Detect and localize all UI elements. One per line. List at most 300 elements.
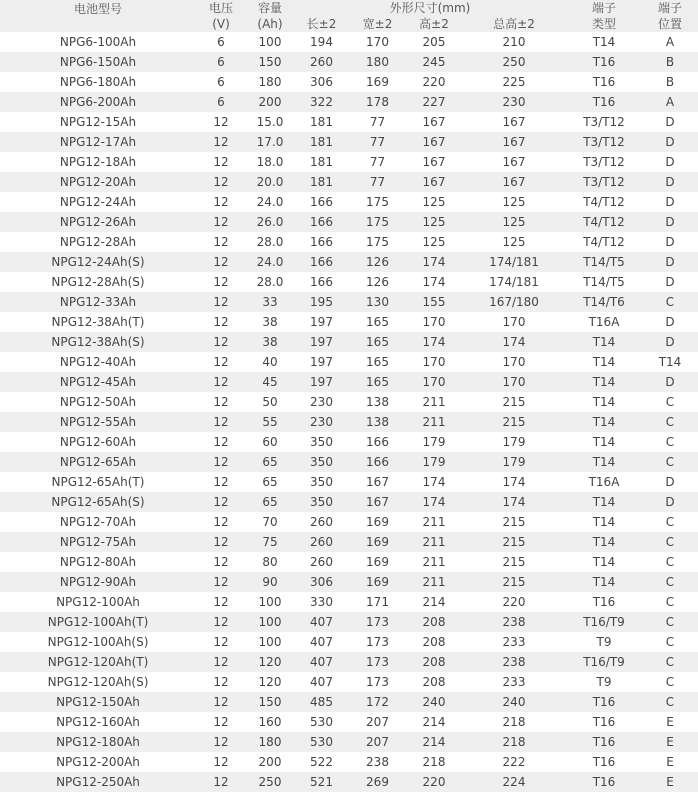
cell-height: 125 (422, 215, 446, 229)
table-row (0, 452, 698, 472)
cell-length: 260 (310, 535, 333, 549)
cell-model: NPG12-70Ah (59, 515, 137, 529)
cell-length: 181 (310, 135, 333, 149)
cell-terminal-position: D (665, 115, 675, 129)
cell-width: 165 (366, 335, 389, 349)
cell-voltage: 12 (213, 515, 229, 529)
table-row (0, 72, 698, 92)
cell-terminal-position: C (665, 655, 675, 669)
cell-voltage: 12 (213, 775, 229, 789)
cell-voltage: 12 (213, 395, 229, 409)
table-row (0, 592, 698, 612)
cell-terminal-type: T14 (592, 455, 616, 469)
cell-height: 167 (422, 155, 446, 169)
table-row (0, 492, 698, 512)
cell-length: 166 (310, 195, 333, 209)
table-body (0, 32, 698, 792)
cell-total-height: 238 (502, 615, 526, 629)
cell-width: 138 (366, 395, 389, 409)
table-row (0, 772, 698, 792)
cell-model: NPG12-45Ah (59, 375, 137, 389)
cell-capacity: 150 (258, 55, 282, 69)
header-total-height: 总高±2 (462, 16, 566, 32)
header-dimensions-group: 外形尺寸(mm) (294, 0, 566, 16)
cell-length: 260 (310, 55, 333, 69)
cell-terminal-type: T4/T12 (583, 235, 625, 249)
cell-terminal-type: T4/T12 (583, 195, 625, 209)
cell-voltage: 12 (213, 635, 229, 649)
cell-terminal-position: C (665, 695, 675, 709)
cell-model: NPG6-150Ah (59, 55, 137, 69)
cell-terminal-type: T14 (592, 435, 616, 449)
cell-width: 165 (366, 375, 389, 389)
cell-terminal-position: D (665, 135, 675, 149)
cell-total-height: 238 (502, 655, 526, 669)
header-length: 长±2 (294, 16, 349, 32)
cell-total-height: 170 (502, 315, 526, 329)
cell-model: NPG12-38Ah(S) (51, 335, 145, 349)
cell-voltage: 12 (213, 575, 229, 589)
cell-length: 197 (310, 355, 333, 369)
cell-terminal-type: T16 (592, 735, 616, 749)
table-row (0, 712, 698, 732)
cell-terminal-position: C (665, 295, 675, 309)
cell-height: 214 (422, 595, 446, 609)
table-row (0, 112, 698, 132)
cell-total-height: 233 (502, 635, 526, 649)
cell-capacity: 100 (258, 595, 282, 609)
cell-total-height: 167 (502, 155, 526, 169)
cell-height: 155 (422, 295, 446, 309)
cell-capacity: 180 (258, 735, 282, 749)
cell-width: 173 (366, 615, 389, 629)
cell-length: 195 (310, 295, 333, 309)
cell-length: 350 (310, 455, 333, 469)
cell-width: 77 (369, 155, 386, 169)
cell-total-height: 167 (502, 135, 526, 149)
cell-voltage: 12 (213, 315, 229, 329)
cell-total-height: 174/181 (489, 255, 539, 269)
cell-capacity: 120 (258, 675, 282, 689)
cell-terminal-type: T16 (592, 715, 616, 729)
cell-height: 170 (422, 315, 446, 329)
cell-terminal-type: T14/T5 (583, 275, 625, 289)
cell-total-height: 215 (502, 415, 526, 429)
table-row (0, 732, 698, 752)
table-row (0, 32, 698, 52)
cell-height: 245 (422, 55, 446, 69)
cell-total-height: 167 (502, 175, 526, 189)
cell-terminal-type: T16/T9 (583, 615, 625, 629)
header-terminal-pos-label: 端子 (642, 0, 698, 16)
cell-total-height: 167 (502, 115, 526, 129)
cell-voltage: 12 (213, 535, 229, 549)
cell-height: 179 (422, 455, 446, 469)
cell-capacity: 26.0 (256, 215, 284, 229)
cell-height: 174 (422, 335, 446, 349)
cell-voltage: 12 (213, 695, 229, 709)
cell-terminal-type: T16 (592, 755, 616, 769)
cell-voltage: 12 (213, 495, 229, 509)
cell-capacity: 50 (262, 395, 278, 409)
cell-length: 407 (310, 635, 333, 649)
cell-width: 165 (366, 315, 389, 329)
cell-capacity: 20.0 (256, 175, 284, 189)
cell-terminal-position: D (665, 375, 675, 389)
table-row (0, 252, 698, 272)
cell-width: 77 (369, 175, 386, 189)
table-row (0, 412, 698, 432)
cell-length: 407 (310, 615, 333, 629)
cell-height: 227 (422, 95, 446, 109)
cell-terminal-position: E (666, 755, 674, 769)
table-header (0, 0, 698, 32)
cell-terminal-position: D (665, 235, 675, 249)
cell-terminal-type: T9 (596, 635, 612, 649)
cell-length: 485 (310, 695, 333, 709)
cell-length: 166 (310, 255, 333, 269)
cell-width: 165 (366, 355, 389, 369)
cell-terminal-position: T14 (658, 355, 682, 369)
cell-width: 126 (366, 255, 389, 269)
cell-terminal-type: T14 (592, 35, 616, 49)
cell-voltage: 12 (213, 135, 229, 149)
cell-height: 218 (422, 755, 446, 769)
cell-terminal-type: T14 (592, 515, 616, 529)
cell-voltage: 12 (213, 435, 229, 449)
cell-terminal-position: E (666, 775, 674, 789)
cell-length: 521 (310, 775, 333, 789)
cell-length: 322 (310, 95, 333, 109)
table-row (0, 572, 698, 592)
cell-capacity: 75 (262, 535, 278, 549)
table-row (0, 652, 698, 672)
cell-voltage: 12 (213, 475, 229, 489)
table-row (0, 332, 698, 352)
cell-width: 169 (366, 555, 389, 569)
cell-model: NPG12-17Ah (59, 135, 137, 149)
cell-model: NPG12-100Ah(S) (47, 635, 149, 649)
cell-width: 169 (366, 575, 389, 589)
cell-height: 179 (422, 435, 446, 449)
cell-model: NPG6-180Ah (59, 75, 137, 89)
cell-total-height: 218 (502, 735, 526, 749)
cell-height: 167 (422, 115, 446, 129)
cell-terminal-type: T16 (592, 55, 616, 69)
cell-model: NPG12-33Ah (59, 295, 137, 309)
cell-model: NPG12-250Ah (56, 775, 140, 789)
cell-length: 407 (310, 675, 333, 689)
cell-width: 166 (366, 435, 389, 449)
cell-terminal-position: D (665, 215, 675, 229)
cell-terminal-position: D (665, 175, 675, 189)
table-row (0, 152, 698, 172)
cell-terminal-type: T16A (588, 475, 620, 489)
table-row (0, 352, 698, 372)
table-row (0, 92, 698, 112)
cell-voltage: 6 (217, 95, 225, 109)
cell-height: 125 (422, 195, 446, 209)
cell-terminal-position: C (665, 435, 675, 449)
cell-model: NPG12-18Ah (59, 155, 137, 169)
cell-terminal-type: T4/T12 (583, 215, 625, 229)
cell-width: 170 (366, 35, 389, 49)
cell-capacity: 38 (262, 335, 278, 349)
cell-terminal-type: T3/T12 (583, 155, 625, 169)
cell-terminal-position: A (665, 35, 675, 49)
cell-length: 181 (310, 175, 333, 189)
cell-total-height: 224 (502, 775, 526, 789)
cell-width: 126 (366, 275, 389, 289)
cell-model: NPG12-15Ah (59, 115, 137, 129)
cell-total-height: 225 (502, 75, 526, 89)
cell-terminal-type: T14 (592, 535, 616, 549)
cell-terminal-type: T14 (592, 395, 616, 409)
cell-height: 208 (422, 655, 446, 669)
cell-length: 197 (310, 375, 333, 389)
cell-terminal-type: T16 (592, 775, 616, 789)
cell-model: NPG12-120Ah(S) (47, 675, 149, 689)
cell-model: NPG12-65Ah(S) (51, 495, 145, 509)
cell-total-height: 125 (502, 215, 526, 229)
cell-model: NPG12-100Ah(T) (47, 615, 149, 629)
cell-total-height: 174 (502, 495, 526, 509)
cell-total-height: 240 (502, 695, 526, 709)
cell-width: 173 (366, 675, 389, 689)
cell-capacity: 65 (262, 495, 278, 509)
cell-height: 211 (422, 515, 446, 529)
cell-height: 167 (422, 175, 446, 189)
cell-capacity: 200 (258, 95, 282, 109)
cell-total-height: 174/181 (489, 275, 539, 289)
cell-total-height: 215 (502, 535, 526, 549)
cell-capacity: 250 (258, 775, 282, 789)
cell-width: 175 (366, 235, 389, 249)
cell-height: 125 (422, 235, 446, 249)
cell-terminal-type: T14 (592, 555, 616, 569)
cell-length: 530 (310, 715, 333, 729)
cell-terminal-type: T14 (592, 575, 616, 589)
cell-capacity: 120 (258, 655, 282, 669)
cell-terminal-position: A (665, 95, 675, 109)
cell-capacity: 65 (262, 475, 278, 489)
cell-voltage: 6 (217, 55, 225, 69)
cell-model: NPG12-40Ah (59, 355, 137, 369)
cell-terminal-type: T16A (588, 315, 620, 329)
cell-model: NPG12-28Ah (59, 235, 137, 249)
cell-capacity: 28.0 (256, 235, 284, 249)
cell-voltage: 12 (213, 675, 229, 689)
cell-total-height: 220 (502, 595, 526, 609)
cell-model: NPG12-80Ah (59, 555, 137, 569)
cell-voltage: 12 (213, 215, 229, 229)
cell-terminal-position: C (665, 675, 675, 689)
cell-terminal-type: T3/T12 (583, 115, 625, 129)
cell-voltage: 12 (213, 155, 229, 169)
cell-total-height: 250 (502, 55, 526, 69)
cell-capacity: 17.0 (256, 135, 284, 149)
cell-capacity: 15.0 (256, 115, 284, 129)
cell-total-height: 174 (502, 475, 526, 489)
cell-model: NPG12-26Ah (59, 215, 137, 229)
cell-total-height: 230 (502, 95, 526, 109)
cell-capacity: 18.0 (256, 155, 284, 169)
cell-total-height: 174 (502, 335, 526, 349)
cell-capacity: 100 (258, 635, 282, 649)
cell-height: 211 (422, 535, 446, 549)
cell-height: 211 (422, 575, 446, 589)
cell-model: NPG12-150Ah (56, 695, 140, 709)
cell-length: 166 (310, 235, 333, 249)
cell-height: 167 (422, 135, 446, 149)
cell-voltage: 12 (213, 235, 229, 249)
cell-width: 269 (366, 775, 389, 789)
cell-capacity: 160 (258, 715, 282, 729)
header-height: 高±2 (406, 16, 462, 32)
cell-terminal-type: T14/T5 (583, 255, 625, 269)
cell-voltage: 12 (213, 115, 229, 129)
cell-model: NPG12-24Ah(S) (51, 255, 145, 269)
header-width: 宽±2 (349, 16, 406, 32)
header-terminal-type-label: 端子 (566, 0, 642, 16)
cell-height: 174 (422, 275, 446, 289)
cell-height: 208 (422, 615, 446, 629)
cell-terminal-position: C (665, 535, 675, 549)
header-voltage-label: 电压 (196, 0, 246, 16)
cell-voltage: 12 (213, 295, 229, 309)
cell-terminal-type: T16 (592, 595, 616, 609)
cell-capacity: 33 (262, 295, 278, 309)
cell-total-height: 179 (502, 435, 526, 449)
cell-model: NPG12-100Ah (56, 595, 140, 609)
table-row (0, 172, 698, 192)
cell-height: 220 (422, 775, 446, 789)
cell-length: 260 (310, 515, 333, 529)
table-row (0, 312, 698, 332)
cell-width: 138 (366, 415, 389, 429)
table-row (0, 752, 698, 772)
cell-total-height: 215 (502, 555, 526, 569)
cell-terminal-position: B (665, 75, 675, 89)
cell-capacity: 80 (262, 555, 278, 569)
cell-total-height: 210 (502, 35, 526, 49)
cell-height: 205 (422, 35, 446, 49)
cell-voltage: 12 (213, 555, 229, 569)
table-row (0, 292, 698, 312)
cell-voltage: 12 (213, 455, 229, 469)
cell-voltage: 6 (217, 35, 225, 49)
cell-total-height: 170 (502, 355, 526, 369)
cell-total-height: 215 (502, 575, 526, 589)
table-row (0, 232, 698, 252)
cell-total-height: 125 (502, 195, 526, 209)
cell-height: 170 (422, 375, 446, 389)
cell-width: 178 (366, 95, 389, 109)
header-terminal-pos-sub: 位置 (642, 16, 698, 32)
cell-height: 214 (422, 715, 446, 729)
cell-terminal-position: C (665, 595, 675, 609)
cell-capacity: 28.0 (256, 275, 284, 289)
table-row (0, 52, 698, 72)
cell-length: 306 (310, 575, 333, 589)
cell-terminal-position: D (665, 475, 675, 489)
cell-terminal-position: D (665, 495, 675, 509)
cell-terminal-type: T14 (592, 355, 616, 369)
cell-terminal-position: C (665, 635, 675, 649)
cell-height: 208 (422, 635, 446, 649)
cell-voltage: 12 (213, 415, 229, 429)
cell-length: 522 (310, 755, 333, 769)
cell-length: 197 (310, 315, 333, 329)
cell-width: 171 (366, 595, 389, 609)
cell-length: 330 (310, 595, 333, 609)
cell-terminal-position: D (665, 155, 675, 169)
cell-length: 350 (310, 495, 333, 509)
table-row (0, 192, 698, 212)
cell-width: 180 (366, 55, 389, 69)
cell-model: NPG12-75Ah (59, 535, 137, 549)
cell-voltage: 12 (213, 755, 229, 769)
cell-length: 350 (310, 475, 333, 489)
cell-total-height: 218 (502, 715, 526, 729)
cell-voltage: 12 (213, 335, 229, 349)
cell-capacity: 200 (258, 755, 282, 769)
cell-height: 208 (422, 675, 446, 689)
cell-total-height: 222 (502, 755, 526, 769)
cell-length: 230 (310, 415, 333, 429)
cell-terminal-position: B (665, 55, 675, 69)
cell-width: 166 (366, 455, 389, 469)
cell-terminal-position: D (665, 255, 675, 269)
cell-voltage: 12 (213, 655, 229, 669)
cell-capacity: 40 (262, 355, 278, 369)
cell-voltage: 12 (213, 595, 229, 609)
cell-voltage: 6 (217, 75, 225, 89)
cell-length: 530 (310, 735, 333, 749)
cell-terminal-type: T14 (592, 415, 616, 429)
cell-capacity: 55 (262, 415, 278, 429)
cell-width: 167 (366, 475, 389, 489)
cell-height: 214 (422, 735, 446, 749)
header-model: 电池型号 (0, 0, 196, 32)
cell-height: 174 (422, 475, 446, 489)
table-row (0, 472, 698, 492)
cell-terminal-position: E (666, 715, 674, 729)
cell-capacity: 100 (258, 35, 282, 49)
table-row (0, 692, 698, 712)
cell-width: 207 (366, 715, 389, 729)
cell-height: 211 (422, 555, 446, 569)
cell-total-height: 167/180 (489, 295, 539, 309)
cell-capacity: 45 (262, 375, 278, 389)
cell-model: NPG12-20Ah (59, 175, 137, 189)
table-row (0, 672, 698, 692)
table-row (0, 272, 698, 292)
cell-model: NPG12-24Ah (59, 195, 137, 209)
cell-model: NPG12-90Ah (59, 575, 137, 589)
cell-terminal-position: D (665, 335, 675, 349)
table-row (0, 612, 698, 632)
cell-width: 175 (366, 215, 389, 229)
table-row (0, 212, 698, 232)
cell-voltage: 12 (213, 275, 229, 289)
cell-voltage: 12 (213, 715, 229, 729)
cell-length: 260 (310, 555, 333, 569)
header-voltage-unit: (V) (196, 16, 246, 32)
cell-capacity: 24.0 (256, 255, 284, 269)
cell-width: 169 (366, 515, 389, 529)
header-terminal-type-sub: 类型 (566, 16, 642, 32)
